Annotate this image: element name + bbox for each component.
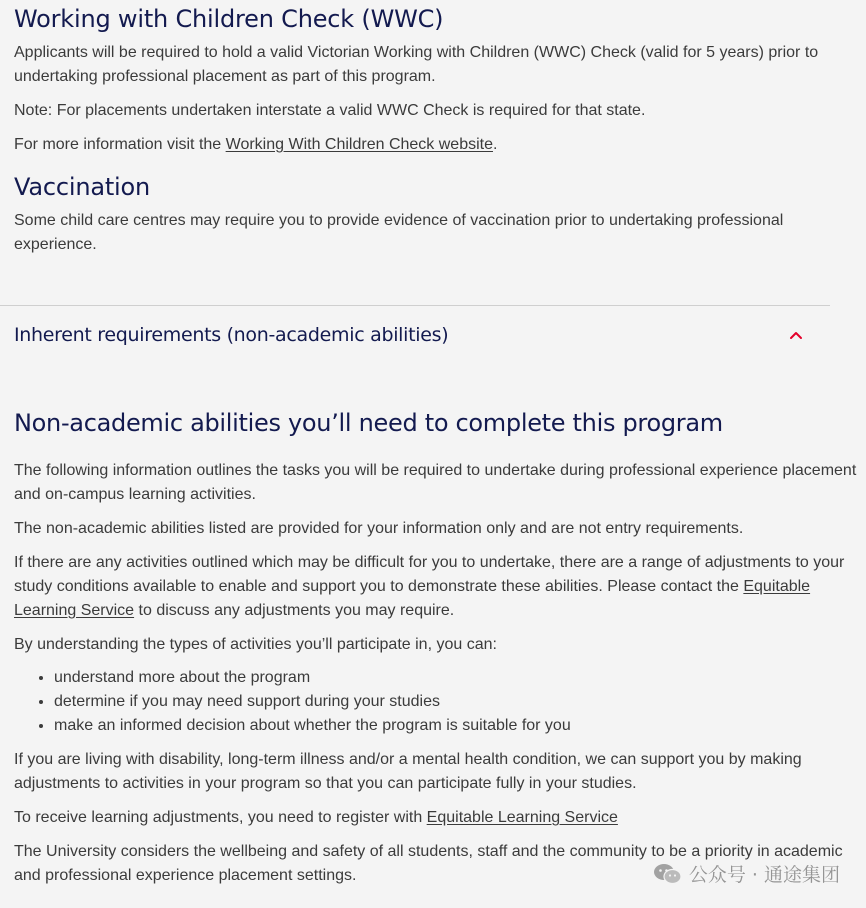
equitable-learning-link-1[interactable]: Equitable Learning Service [14, 578, 811, 619]
abilities-list [14, 666, 859, 738]
vaccination-heading: Vaccination [14, 173, 151, 201]
equitable-learning-link-2[interactable]: Equitable Learning Service [426, 809, 618, 826]
wwc-paragraph-2: Note: For placements undertaken interstate a valid WWC Check is required for that state. [14, 102, 646, 119]
watermark-text: 公众号 · 通途集团 [688, 864, 840, 886]
non-academic-paragraph-3-prefix: If there are any activities outlined which may be difficult for you to undertake, there are a range of adjustments to your study conditions available to enable and support you to demonstrate these abilities. Please contact the [14, 554, 845, 595]
non-academic-paragraph-4: By understanding the types of activities you’ll participate in, you can: [14, 636, 497, 653]
wwc-paragraph-1: Applicants will be required to hold a valid Victorian Working with Children (WWC) Check (valid for 5 years) prior to undertaking professional placement as part of this program. [14, 44, 819, 85]
non-academic-paragraph-6 [14, 806, 859, 830]
accordion-title: Inherent requirements (non-academic abilities) [14, 324, 449, 346]
non-academic-paragraph-5: If you are living with disability, long-term illness and/or a mental health condition, we can support you by making adjustments to activities in your program so that you can participate fully in your studies. [14, 751, 802, 792]
inherent-requirements-accordion[interactable] [14, 318, 814, 352]
content-area [14, 0, 859, 257]
watermark [653, 860, 840, 887]
non-academic-paragraph-3-suffix: to discuss any adjustments you may require. [134, 602, 455, 619]
wwc-heading: Working with Children Check (WWC) [14, 5, 444, 33]
non-academic-paragraph-2: The non-academic abilities listed are provided for your information only and are not entry requirements. [14, 520, 744, 537]
list-item: • determine if you may need support during your studies [54, 690, 859, 714]
wwc-paragraph-3 [14, 133, 859, 157]
non-academic-paragraph-6-prefix: To receive learning adjustments, you need to register with [14, 809, 427, 826]
chevron-up-icon[interactable] [788, 327, 804, 343]
non-academic-paragraph-7: The University considers the wellbeing and safety of all students, staff and the community to be a priority in academic and professional experience placement settings. [14, 843, 843, 884]
list-item: • understand more about the program [54, 666, 859, 690]
wwc-paragraph-3-prefix: For more information visit the [14, 136, 226, 153]
wechat-icon [653, 862, 683, 886]
section-divider [0, 305, 830, 306]
wwc-paragraph-3-suffix: . [492, 136, 498, 153]
vaccination-paragraph: Some child care centres may require you to provide evidence of vaccination prior to undertaking professional experience. [14, 212, 784, 253]
non-academic-heading: Non-academic abilities you’ll need to complete this program [14, 409, 723, 437]
wwc-website-link[interactable]: Working With Children Check website [225, 136, 493, 153]
non-academic-section [14, 404, 859, 888]
non-academic-paragraph-3 [14, 551, 859, 623]
list-item: • make an informed decision about whether the program is suitable for you [54, 714, 859, 738]
non-academic-paragraph-1: The following information outlines the tasks you will be required to undertake during professional experience placement and on-campus learning activities. [14, 462, 857, 503]
